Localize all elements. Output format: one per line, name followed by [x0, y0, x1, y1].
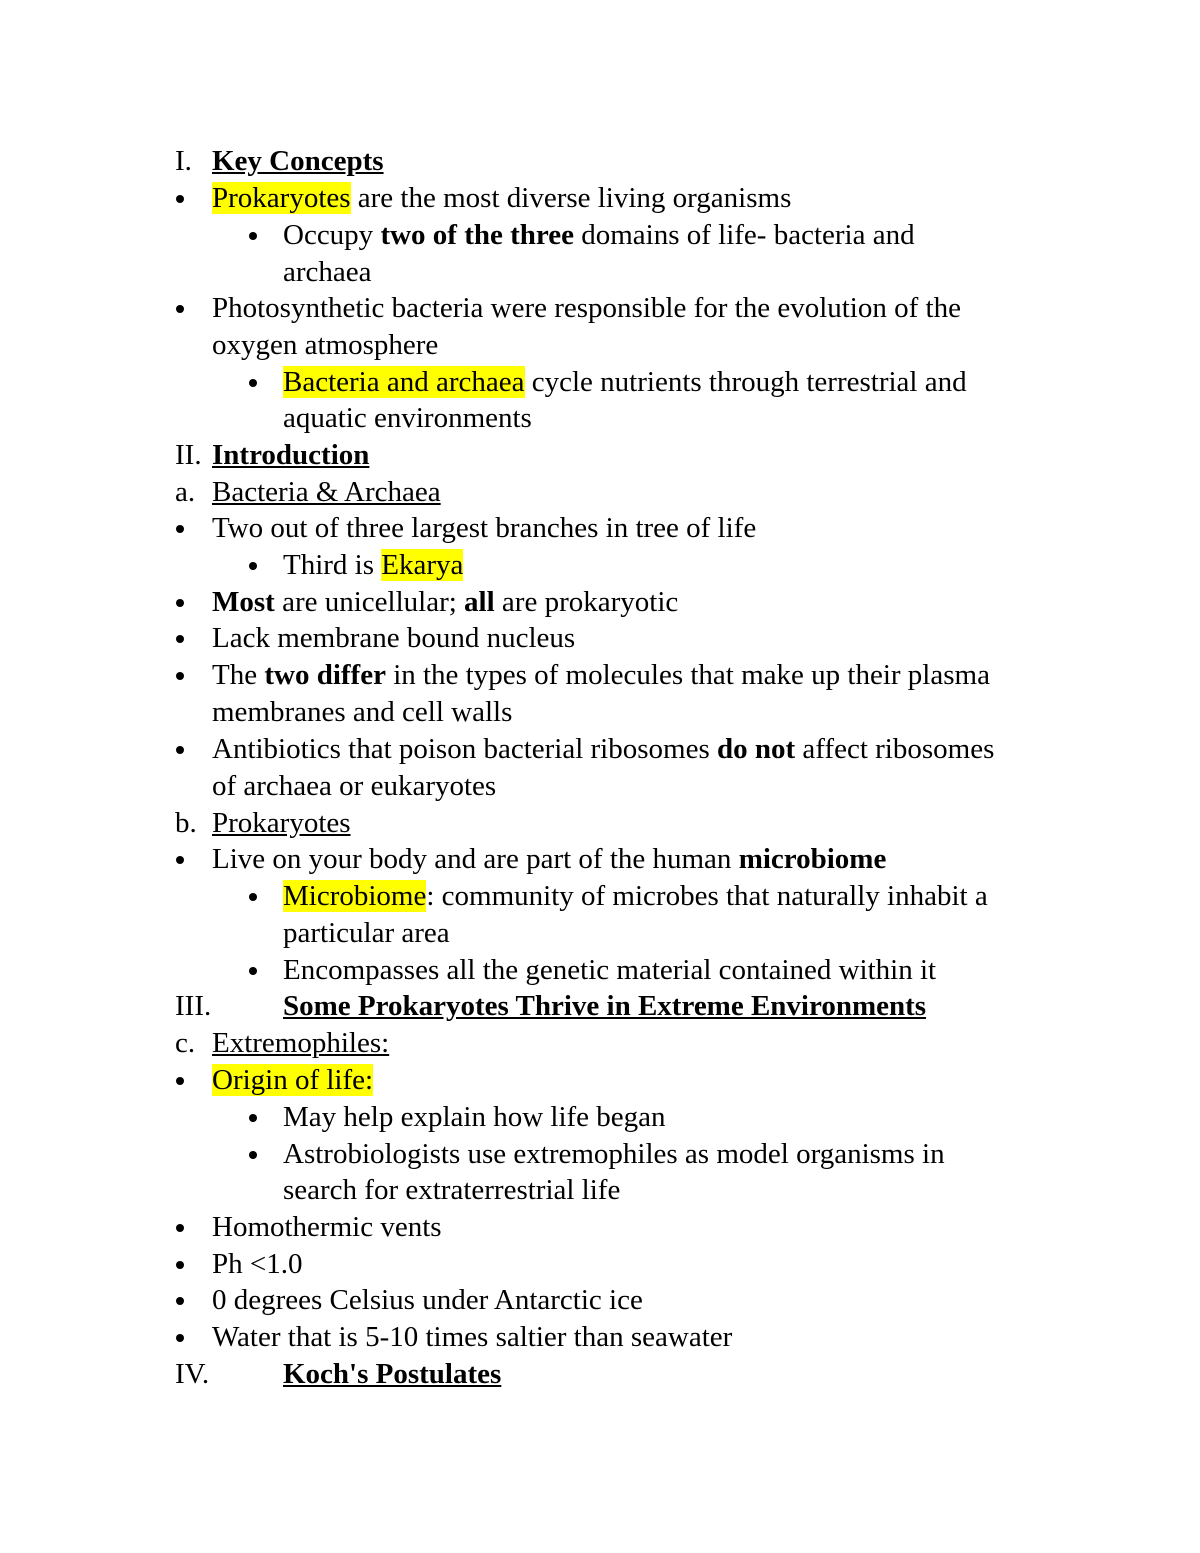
subheading-title: Prokaryotes	[212, 807, 351, 839]
bullet-icon	[176, 1077, 184, 1085]
bullet-icon	[249, 1151, 257, 1159]
bullet-icon	[176, 525, 184, 533]
highlighted-term: Prokaryotes	[212, 182, 351, 214]
bullet-icon	[176, 746, 184, 754]
bullet-icon	[176, 1224, 184, 1232]
heading-number: IV.	[175, 1358, 210, 1390]
subheading-letter: a.	[175, 476, 196, 508]
bullet-icon	[176, 856, 184, 864]
document-page: I. Key Concepts Prokaryotes are the most diverse living organisms Occupy two of the three domains of life- bacteria and archaea Photosynthetic bacteria were responsible for the evolution of the oxygen atmosphere Bacteria and archaea cycle nutrients through terrestrial and aquatic environments II. Introduction a. Bacteria & Archaea Two out of three largest branches in tree of life Third is Ekarya Most are unicellular; all are prokaryotic Lack membrane bound nucleus The two differ in the types of molecules that make up their plasma membranes and cell walls Antibiotics that poison bacterial ribosomes do not affect ribosomes of archaea or eukaryotes b. Prokaryotes Live on your body and are part of the human microbiome Microbiome: community of microbes that naturally inhabit a particular area Encompasses all the genetic material contained within it III. Some Prokaryotes Thrive in Extreme Environments c. Extremophiles: Origin of life: May help explain how life began Astrobiologists use extremophiles as model organisms in search for extraterrestrial life Homothermic vents Ph <1.0 0 degrees Celsius under Antarctic ice Water that is 5-10 times saltier than seawater IV. Koch's Postulates	[175, 145, 995, 1390]
bullet-icon	[249, 967, 257, 975]
subheading-letter: c.	[175, 1027, 196, 1059]
bullet-icon	[176, 672, 184, 680]
bullet-icon	[249, 1114, 257, 1122]
highlighted-term: Ekarya	[381, 549, 464, 581]
heading-title: Some Prokaryotes Thrive in Extreme Environments	[283, 990, 927, 1022]
highlighted-term: Bacteria and archaea	[283, 366, 525, 398]
heading-number: II.	[175, 439, 202, 471]
subheading-letter: b.	[175, 807, 197, 839]
highlighted-term: Origin of life:	[212, 1064, 374, 1096]
subheading-title: Extremophiles:	[212, 1027, 390, 1059]
bullet-icon	[176, 195, 184, 203]
bullet-icon	[249, 562, 257, 570]
bullet-icon	[249, 232, 257, 240]
bullet-icon	[176, 305, 184, 313]
heading-number: III.	[175, 990, 212, 1022]
bullet-icon	[176, 1297, 184, 1305]
heading-title: Koch's Postulates	[283, 1358, 502, 1390]
bullet-icon	[176, 635, 184, 643]
bullet-icon	[176, 599, 184, 607]
heading-number: I.	[175, 145, 192, 177]
bullet-icon	[249, 379, 257, 387]
heading-title: Key Concepts	[212, 145, 384, 177]
bullet-icon	[249, 893, 257, 901]
bullet-icon	[176, 1261, 184, 1269]
subheading-title: Bacteria & Archaea	[212, 476, 441, 508]
heading-title: Introduction	[212, 439, 370, 471]
highlighted-term: Microbiome	[283, 880, 427, 912]
bullet-icon	[176, 1334, 184, 1342]
